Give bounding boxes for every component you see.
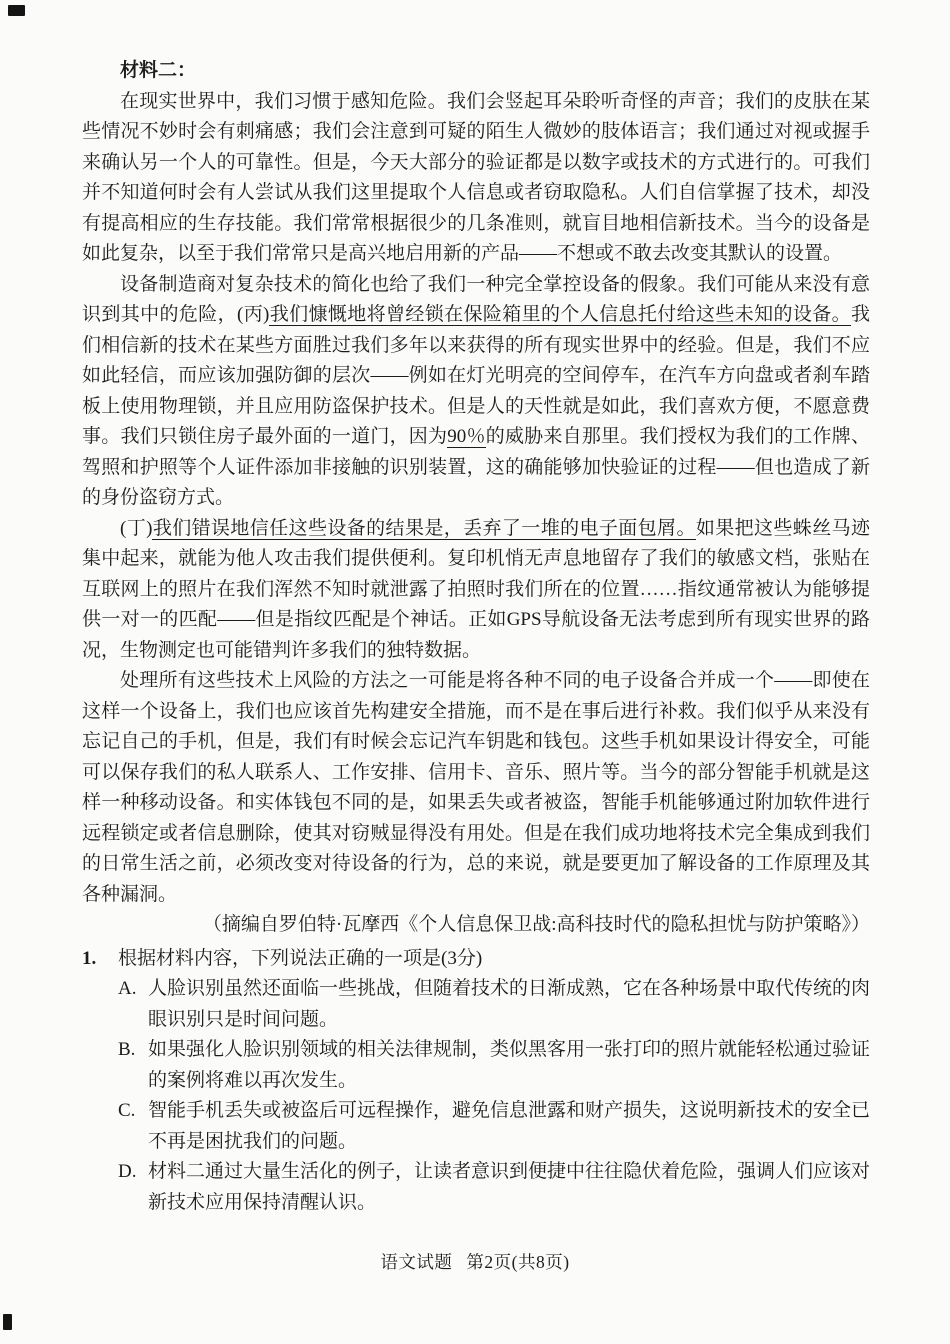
- paragraph-3-text-rest: 如果把这些蛛丝马迹集中起来，就能为他人攻击我们提供便利。复印机悄无声息地留存了我们的敏感文档，张贴在互联网上的照片在我们浑然不知时就泄露了拍照时我们所在的位置……指纹通常被认为能够提供一对一的匹配——但是指纹匹配是个神话。正如GPS导航设备无法考虑到所有现实世界的路况，生物测定也可能错判许多我们的独特数据。: [82, 517, 870, 661]
- question-1-option-d: [82, 1157, 870, 1218]
- option-b-label: B.: [118, 1039, 136, 1060]
- question-1-option-c: [82, 1096, 870, 1157]
- material-2-heading-label: 材料二：: [120, 60, 197, 81]
- paragraph-3-marker: (丁): [120, 517, 153, 539]
- paragraph-2-text-pre: 设备制造商对复杂技术的简化也给了我们一种完全掌控设备的假象。我们可能从来没有意识到其中的危险，(丙): [82, 273, 870, 325]
- option-d-label: D.: [118, 1161, 137, 1182]
- paragraph-2-text-post: 的威胁来自那里。我们授权为我们的工作牌、驾照和护照等个人证件添加非接触的识别装置，这的确能够加快验证的过程——但也造成了新的身份盗窃方式。: [82, 426, 870, 508]
- option-b-text: 如果强化人脸识别领域的相关法律规制，类似黑客用一张打印的照片就能轻松通过验证的案例将难以再次发生。: [148, 1039, 871, 1091]
- option-a-label: A.: [118, 978, 137, 999]
- footer-page-number: 第2页(共8页): [466, 1252, 570, 1272]
- question-1: [82, 944, 870, 975]
- material-2-paragraph-1: 在现实世界中，我们习惯于感知危险。我们会竖起耳朵聆听奇怪的声音；我们的皮肤在某些情况不妙时会有刺痛感；我们会注意到可疑的陌生人微妙的肢体语言；我们通过对视或握手来确认另一个人的可靠性。但是，今天大部分的验证都是以数字或技术的方式进行的。可我们并不知道何时会有人尝试从我们这里提取个人信息或者窃取隐私。人们自信掌握了技术，却没有提高相应的生存技能。我们常常根据很少的几条准则，就盲目地相信新技术。当今的设备是如此复杂，以至于我们常常只是高兴地启用新的产品——不想或不敢去改变其默认的设置。: [82, 90, 870, 264]
- option-a-text: 人脸识别虽然还面临一些挑战，但随着技术的日渐成熟，它在各种场景中取代传统的肉眼识别只是时间问题。: [148, 978, 871, 1030]
- material-2-heading: [82, 56, 870, 87]
- underlined-percent-value: 90％: [447, 426, 486, 447]
- scan-artifact-bottom-left: [3, 1314, 12, 1330]
- footer-subject-label: 语文试题: [380, 1252, 453, 1272]
- option-c-label: C.: [118, 1100, 136, 1121]
- source-attribution: （摘编自罗伯特·瓦摩西《个人信息保卫战:高科技时代的隐私担忧与防护策略》）: [202, 914, 870, 935]
- material-2-paragraph-3: [82, 514, 870, 667]
- question-1-stem: 根据材料内容，下列说法正确的一项是(3分): [118, 947, 483, 969]
- underlined-sentence-ding: 我们错误地信任这些设备的结果是，丢弃了一堆的电子面包屑。: [152, 517, 696, 539]
- material-2-paragraph-4: 处理所有这些技术上风险的方法之一可能是将各种不同的电子设备合并成一个——即使在这样一个设备上，我们也应该首先构建安全措施，而不是在事后进行补救。我们似乎从来没有忘记自己的手机，但是，我们有时候会忘记汽车钥匙和钱包。这些手机如果设计得安全，可能可以保存我们的私人联系人、工作安排、信用卡、音乐、照片等。当今的部分智能手机就是这样一种移动设备。和实体钱包不同的是，如果丢失或者被盗，智能手机能够通过附加软件进行远程锁定或者信息删除，使其对窃贼显得没有用处。但是在我们成功地将技术完全集成到我们的日常生活之前，必须改变对待设备的行为，总的来说，就是要更加了解设备的工作原理及其各种漏洞。: [82, 670, 870, 905]
- question-1-option-b: [82, 1035, 870, 1096]
- underlined-sentence-bing: 我们慷慨地将曾经锁在保险箱里的个人信息托付给这些未知的设备。: [269, 304, 851, 325]
- scan-artifact-top-left: [8, 5, 25, 16]
- option-c-text: 智能手机丢失或被盗后可远程操作，避免信息泄露和财产损失，这说明新技术的安全已不再是困扰我们的问题。: [148, 1100, 871, 1152]
- question-1-number: 1.: [82, 947, 97, 969]
- paragraph-2-text-mid: 我们相信新的技术在某些方面胜过我们多年以来获得的所有现实世界中的经验。但是，我们不应如此轻信，而应该加强防御的层次——例如在灯光明亮的空间停车，在汽车方向盘或者刹车踏板上使用物理锁，并且应用防盗保护技术。但是人的天性就是如此，我们喜欢方便，不愿意费事。我们只锁住房子最外面的一道门，因为: [82, 304, 870, 447]
- option-d-text: 材料二通过大量生活化的例子，让读者意识到便捷中往往隐伏着危险，强调人们应该对新技术应用保持清醒认识。: [148, 1161, 871, 1213]
- page-footer: [0, 1249, 950, 1274]
- material-2-paragraph-2: [82, 270, 870, 514]
- question-1-option-a: [82, 974, 870, 1035]
- page-body: [82, 56, 870, 1218]
